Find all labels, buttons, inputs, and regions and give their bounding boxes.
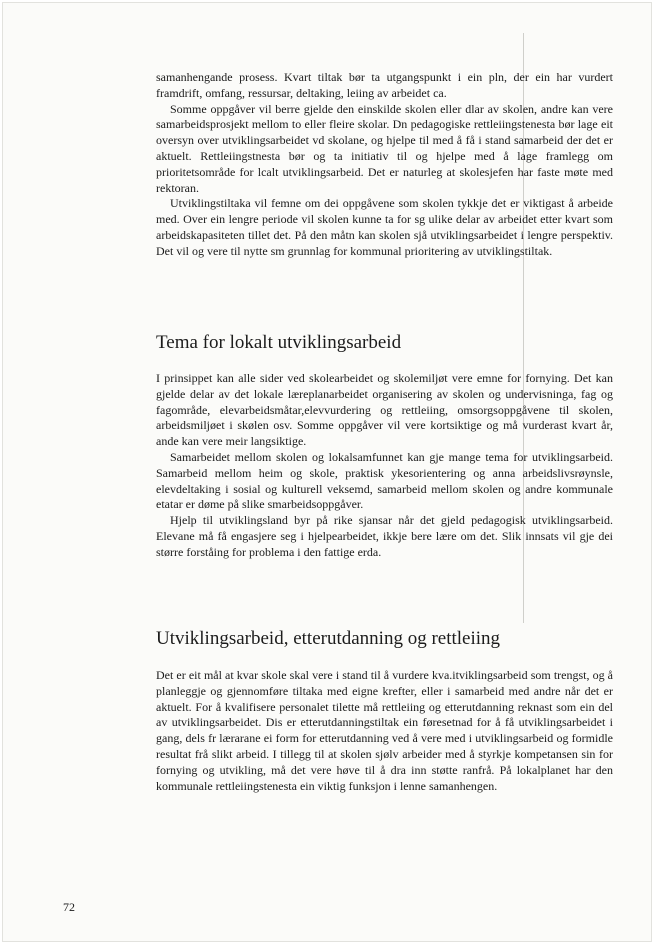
page-number: 72 xyxy=(63,900,75,914)
paragraph: Samarbeidet mellom skolen og lokalsamfunnet kan gje mange tema for utviklingsarbeid. Samarbeid mellom heim og skole, praktisk ykesorientering og anna arbeidslivsrøynsle, elevdeltaking i sosial og kulturell veksemd, samarbeid mellom skolen og andre kommunale etatar er døme på slike smarbeidsoppgåver. xyxy=(156,449,613,512)
intro-text xyxy=(156,70,613,260)
section-utvikling xyxy=(156,628,613,650)
paragraph: I prinsippet kan alle sider ved skolearbeidet og skolemiljøt vere emne for fornying. Det kan gjelde delar av det lokale læreplanarbeidet organisering av skolen og undervisninga, fag og fagområde, elevarbeidsmåtar,elevvurdering og rettleiing, omsorgsoppgåvene til skolen, arbeidsmiljøet i skølen osv. Somme oppgåver vil vere kortsiktige og må vurderast kvart år, ande kan vere meir langsiktige. xyxy=(156,371,613,449)
book-page xyxy=(2,2,652,942)
paragraph: Utviklingstiltaka vil femne om dei oppgåvene som skolen tykkje det er viktigast å arbeide med. Over ein lengre periode vil skolen kunne ta for sg ulike delar av arbeidet etter kvart som arbeidskapasiteten tillet det. På den måtn kan skolen sjå utviklingsarbeidet i lengre perspektiv. Det vil og vere til nytte sm grunnlag for kommunal prioritering av utviklingstiltak. xyxy=(156,196,613,258)
paragraph: Hjelp til utviklingsland byr på rike sjansar når det gjeld pedagogisk utviklingsarbeid. Elevane må få engasjere seg i hjelpearbeidet, ikkje bere lære om det. Slik innsats vil gje dei større forståing for problema i den fattige erda. xyxy=(156,513,613,559)
paragraph: samanhengande prosess. Kvart tiltak bør ta utgangspunkt i ein pln, der ein har vurdert framdrift, omfang, ressursar, deltaking, leiing av arbeidet ca. xyxy=(156,70,613,100)
section-tema xyxy=(156,332,613,354)
section-utvikling-body xyxy=(156,668,613,794)
section-tema-body xyxy=(156,371,613,561)
section-heading: Tema for lokalt utviklingsarbeid xyxy=(156,332,402,353)
paragraph: Det er eit mål at kvar skole skal vere i stand til å vurdere kva.itviklingsarbeid som trengst, og å planleggje og gjennomføre tiltaka med eigne krefter, eller i samarbeid med andre når det er aktuelt. For å kvalifisere personalet tilette må rettleiing og etterutdanning reknast som ein del av utviklingsarbeidet. Dis er etterutdanningstiltak ein føresetnad for å få utviklingsarbeidet i gang, dels fr lærarane ei form for etterutdanning ved å vere med i utviklingsarbeid og formidle resultat frå slikt arbeid. I tillegg til at skolen sjølv arbeider med å styrkje kompetansen sin for fornying og utvikling, må det vere høve til å dra inn støtte ranfrå. På lokalplanet har den kommunale rettleiingstenesta ein viktig funksjon i lenne samanhengen. xyxy=(156,668,613,793)
section-heading: Utviklingsarbeid, etterutdanning og rettleiing xyxy=(156,628,501,649)
paragraph: Somme oppgåver vil berre gjelde den einskilde skolen eller dlar av skolen, andre kan vere samarbeidsprosjekt mellom to eller fleire skolar. Dn pedagogiske rettleiingstenesta bør lage eit oversyn over utviklingsarbeidet vd skolane, og hjelpe til med å få i stand samarbeid der det er aktuelt. Rettleiingstnesta bør og ta initiativ til og hjelpe med å lage framlegg om prioritetsområde for lcalt utviklingsarbeid. Det er naturleg at skolesjefen har faste møte med rektoran. xyxy=(156,101,613,195)
